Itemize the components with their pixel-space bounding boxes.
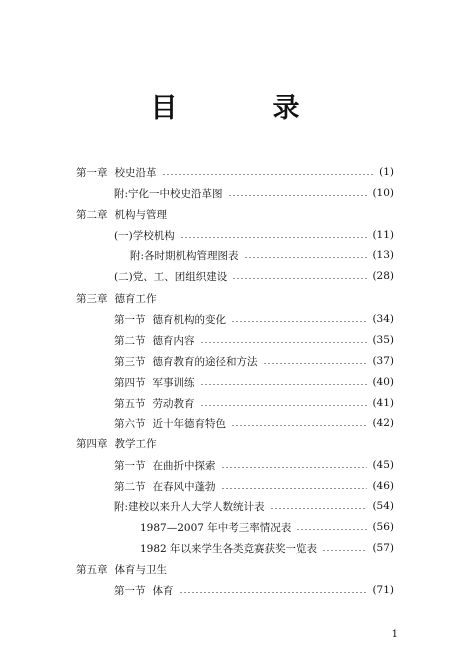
toc-entry-section[interactable]: [114, 478, 394, 494]
toc-entry-appendix[interactable]: [130, 247, 394, 263]
section-label: 第一节: [114, 313, 146, 326]
page-ref: (54): [372, 500, 394, 512]
entry-title: 军事训练: [152, 376, 195, 389]
toc-entry-appendix[interactable]: [114, 185, 394, 201]
page-ref: (35): [372, 334, 394, 346]
chapter-label: 第一章: [76, 166, 108, 179]
entry-title: 劳动教育: [152, 397, 195, 410]
dot-leader: [221, 467, 368, 468]
dot-leader: [162, 174, 375, 175]
toc-entry-section[interactable]: [114, 268, 394, 284]
entry-title: 附:宁化一中校史沿革图: [114, 187, 223, 200]
toc-entry-chapter-1[interactable]: [76, 164, 394, 180]
section-label: 第二节: [114, 480, 146, 493]
dot-leader: [270, 508, 368, 509]
entry-title: 教学工作: [114, 437, 157, 450]
dot-leader: [200, 342, 368, 343]
toc-entry-appendix[interactable]: [140, 540, 394, 556]
dot-leader: [296, 529, 367, 530]
toc-entry-appendix[interactable]: [114, 498, 394, 514]
page-ref: (46): [372, 480, 394, 492]
page-ref: (56): [372, 521, 394, 533]
entry-title: 德育内容: [152, 334, 195, 347]
entry-title: 校史沿革: [114, 166, 157, 179]
toc-entry-chapter-4[interactable]: [76, 435, 394, 451]
section-label: 第一节: [114, 584, 146, 597]
page-ref: (42): [372, 417, 394, 429]
page-ref: (10): [372, 187, 394, 199]
chapter-label: 第三章: [76, 292, 108, 305]
toc-entry-section[interactable]: [114, 457, 394, 473]
entry-title: 德育机构的变化: [152, 313, 226, 326]
section-label: 第一节: [114, 459, 146, 472]
dot-leader: [200, 384, 368, 385]
page-title: 目 录: [150, 93, 334, 124]
page-ref: (13): [372, 249, 394, 261]
entry-title: 1982 年以来学生各类竞赛获奖一览表: [140, 542, 318, 555]
toc-entry-chapter-3[interactable]: [76, 290, 394, 306]
page-ref: (71): [372, 584, 394, 596]
chapter-label: 第二章: [76, 208, 108, 221]
toc-entry-section[interactable]: [114, 415, 394, 431]
section-label: 第六节: [114, 417, 146, 430]
page-ref: (41): [372, 397, 394, 409]
toc-entry-section[interactable]: [114, 311, 394, 327]
toc-entry-appendix[interactable]: [140, 519, 394, 535]
toc-entry-section[interactable]: [114, 395, 394, 411]
page-ref: (37): [372, 355, 394, 367]
entry-title: 在曲折中探索: [152, 459, 216, 472]
entry-title: 近十年德育特色: [152, 417, 226, 430]
dot-leader: [231, 321, 367, 322]
chapter-label: 第四章: [76, 437, 108, 450]
page-ref: (34): [372, 313, 394, 325]
section-label: 第五节: [114, 397, 146, 410]
chapter-label: 第五章: [76, 563, 108, 576]
dot-leader: [180, 237, 368, 238]
dot-leader: [200, 405, 368, 406]
entry-title: 体育: [152, 584, 174, 597]
section-label: 第二节: [114, 334, 146, 347]
toc-entry-chapter-2[interactable]: [76, 206, 394, 222]
toc-entry-section[interactable]: [114, 227, 394, 243]
entry-title: 机构与管理: [114, 208, 167, 221]
page-ref: (1): [379, 166, 394, 178]
dot-leader: [179, 592, 368, 593]
entry-title: 在春风中蓬勃: [152, 480, 216, 493]
dot-leader: [228, 195, 368, 196]
dot-leader: [231, 425, 367, 426]
section-label: 第四节: [114, 376, 146, 389]
toc-entry-section[interactable]: [114, 332, 394, 348]
section-label: 第三节: [114, 355, 146, 368]
toc-entry-section[interactable]: [114, 374, 394, 390]
page-ref: (45): [372, 459, 394, 471]
page-ref: (40): [372, 376, 394, 388]
entry-title: (二)党、工、团组织建设: [114, 270, 228, 283]
page-ref: (28): [372, 270, 394, 282]
page-number: 1: [391, 629, 398, 640]
entry-title: 附:各时期机构管理图表: [130, 249, 239, 262]
entry-title: (一)学校机构: [114, 229, 175, 242]
entry-title: 德育工作: [114, 292, 157, 305]
toc-entry-chapter-5[interactable]: [76, 561, 394, 577]
toc-entry-section[interactable]: [114, 353, 394, 369]
entry-title: 附:建校以来升人大学人数统计表: [114, 500, 265, 513]
page-ref: (57): [372, 542, 394, 554]
dot-leader: [244, 257, 368, 258]
entry-title: 德育教育的途径和方法: [152, 355, 258, 368]
dot-leader: [322, 550, 367, 551]
dot-leader: [263, 363, 368, 364]
dot-leader: [232, 278, 367, 279]
entry-title: 1987—2007 年中考三率情况表: [140, 521, 292, 534]
page-ref: (11): [372, 229, 394, 241]
toc-entry-section[interactable]: [114, 582, 394, 598]
dot-leader: [221, 488, 368, 489]
entry-title: 体育与卫生: [114, 563, 167, 576]
